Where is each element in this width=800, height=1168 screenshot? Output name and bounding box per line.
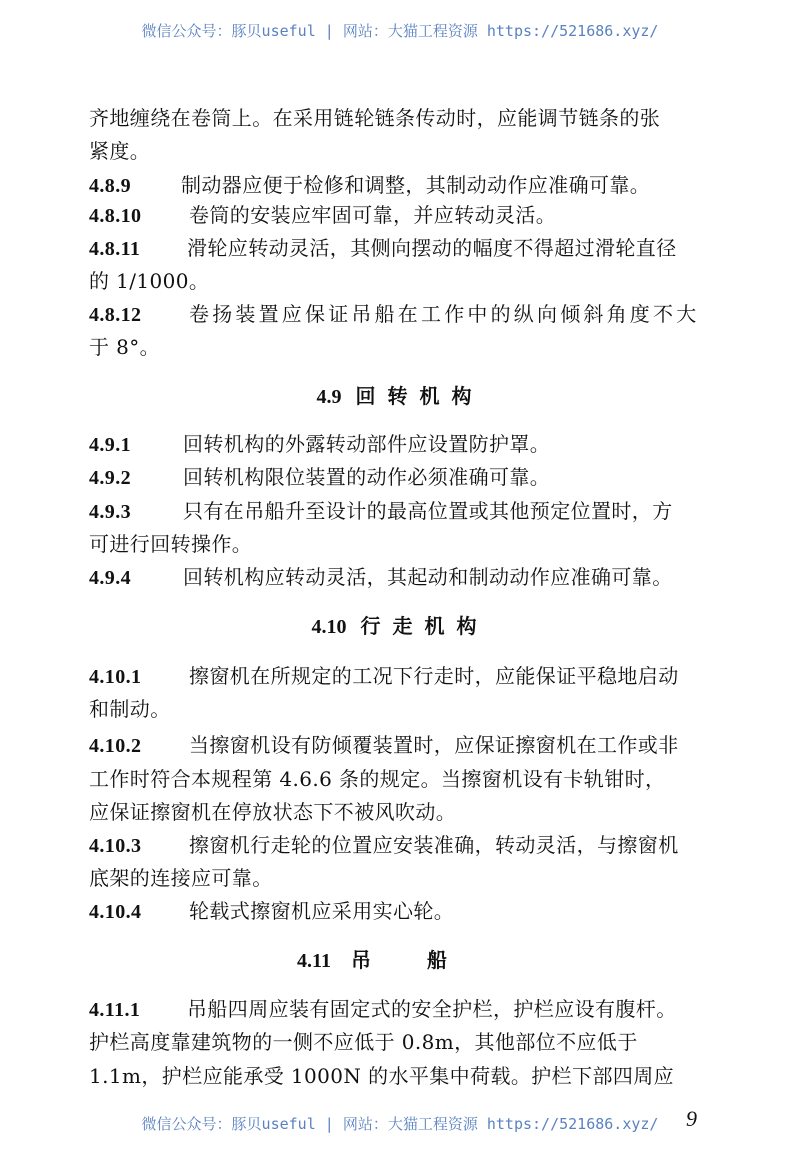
clause-text: 回转机构的外露转动部件应设置防护罩。 xyxy=(183,432,551,456)
section-title: 行走机构 xyxy=(360,614,489,638)
clause-4-8-9 xyxy=(89,173,729,198)
paragraph-line: 齐地缠绕在卷筒上。在采用链轮链条传动时，应能调节链条的张 xyxy=(89,106,661,130)
paragraph-line: 工作时符合本规程第 4.6.6 条的规定。当擦窗机设有卡轨钳时， xyxy=(89,767,666,791)
clause-4-9-4 xyxy=(89,565,729,590)
clause-4-8-10 xyxy=(89,203,729,228)
clause-4-9-1 xyxy=(89,432,729,457)
clause-4-10-3 xyxy=(89,833,729,858)
paragraph-line: 应保证擦窗机在停放状态下不被风吹动。 xyxy=(89,800,457,824)
clause-number: 4.8.12 xyxy=(89,304,142,326)
paragraph-line: 可进行回转操作。 xyxy=(89,532,253,556)
paragraph-line: 1.1m，护栏应能承受 1000N 的水平集中荷载。护栏下部四周应 xyxy=(89,1064,675,1088)
clause-4-10-1 xyxy=(89,664,729,689)
clause-4-10-4 xyxy=(89,899,729,924)
clause-text: 当擦窗机设有防倾覆装置时，应保证擦窗机在工作或非 xyxy=(189,733,679,757)
section-number: 4.9 xyxy=(316,386,342,408)
clause-4-8-12 xyxy=(89,302,729,327)
clause-number: 4.8.11 xyxy=(89,238,141,260)
footer-watermark: 微信公众号：豚贝useful | 网站：大猫工程资源 https://521686.xyz/ xyxy=(141,1115,659,1133)
clause-text: 擦窗机行走轮的位置应安装准确，转动灵活，与擦窗机 xyxy=(189,833,679,857)
clause-text: 卷扬装置应保证吊船在工作中的纵向倾斜角度不大 xyxy=(189,302,700,326)
paragraph-line: 底架的连接应可靠。 xyxy=(89,866,273,890)
clause-4-10-2 xyxy=(89,733,729,758)
clause-text: 吊船四周应装有固定式的安全护栏，护栏应设有腹杆。 xyxy=(187,997,677,1021)
clause-number: 4.11.1 xyxy=(89,999,141,1021)
paragraph-line: 的 1/1000。 xyxy=(89,269,210,293)
clause-text: 卷筒的安装应牢固可靠，并应转动灵活。 xyxy=(189,203,557,227)
section-number: 4.11 xyxy=(297,950,331,972)
clause-text: 回转机构限位装置的动作必须准确可靠。 xyxy=(183,465,551,489)
clause-number: 4.9.4 xyxy=(89,567,131,589)
clause-number: 4.9.1 xyxy=(89,434,131,456)
clause-4-9-3 xyxy=(89,499,729,524)
header-watermark: 微信公众号：豚贝useful | 网站：大猫工程资源 https://521686.xyz/ xyxy=(141,22,659,40)
clause-number: 4.9.3 xyxy=(89,501,131,523)
section-heading-4-9 xyxy=(0,384,800,409)
clause-text: 滑轮应转动灵活，其侧向摆动的幅度不得超过滑轮直径 xyxy=(187,236,677,260)
section-title: 吊船 xyxy=(350,948,503,972)
clause-number: 4.9.2 xyxy=(89,467,131,489)
paragraph-line: 和制动。 xyxy=(89,697,171,721)
section-heading-4-10 xyxy=(0,614,800,639)
clause-text: 制动器应便于检修和调整，其制动动作应准确可靠。 xyxy=(181,173,651,197)
section-number: 4.10 xyxy=(311,616,347,638)
page-number: 9 xyxy=(686,1106,697,1131)
clause-4-9-2 xyxy=(89,465,729,490)
clause-4-11-1 xyxy=(89,997,729,1022)
paragraph-line: 护栏高度靠建筑物的一侧不应低于 0.8m，其他部位不应低于 xyxy=(89,1030,638,1054)
clause-number: 4.10.4 xyxy=(89,901,142,923)
clause-text: 只有在吊船升至设计的最高位置或其他预定位置时，方 xyxy=(183,499,673,523)
clause-text: 轮载式擦窗机应采用实心轮。 xyxy=(189,899,455,923)
section-title: 回转机构 xyxy=(355,384,484,408)
clause-number: 4.8.10 xyxy=(89,205,142,227)
clause-number: 4.10.2 xyxy=(89,735,142,757)
paragraph-line: 紧度。 xyxy=(89,139,151,163)
clause-text: 回转机构应转动灵活，其起动和制动动作应准确可靠。 xyxy=(183,565,673,589)
clause-text: 擦窗机在所规定的工况下行走时，应能保证平稳地启动 xyxy=(189,664,679,688)
paragraph-line: 于 8°。 xyxy=(89,335,161,359)
clause-number: 4.8.9 xyxy=(89,175,131,197)
clause-number: 4.10.1 xyxy=(89,666,142,688)
section-heading-4-11 xyxy=(0,948,800,973)
clause-number: 4.10.3 xyxy=(89,835,142,857)
clause-4-8-11 xyxy=(89,236,729,261)
